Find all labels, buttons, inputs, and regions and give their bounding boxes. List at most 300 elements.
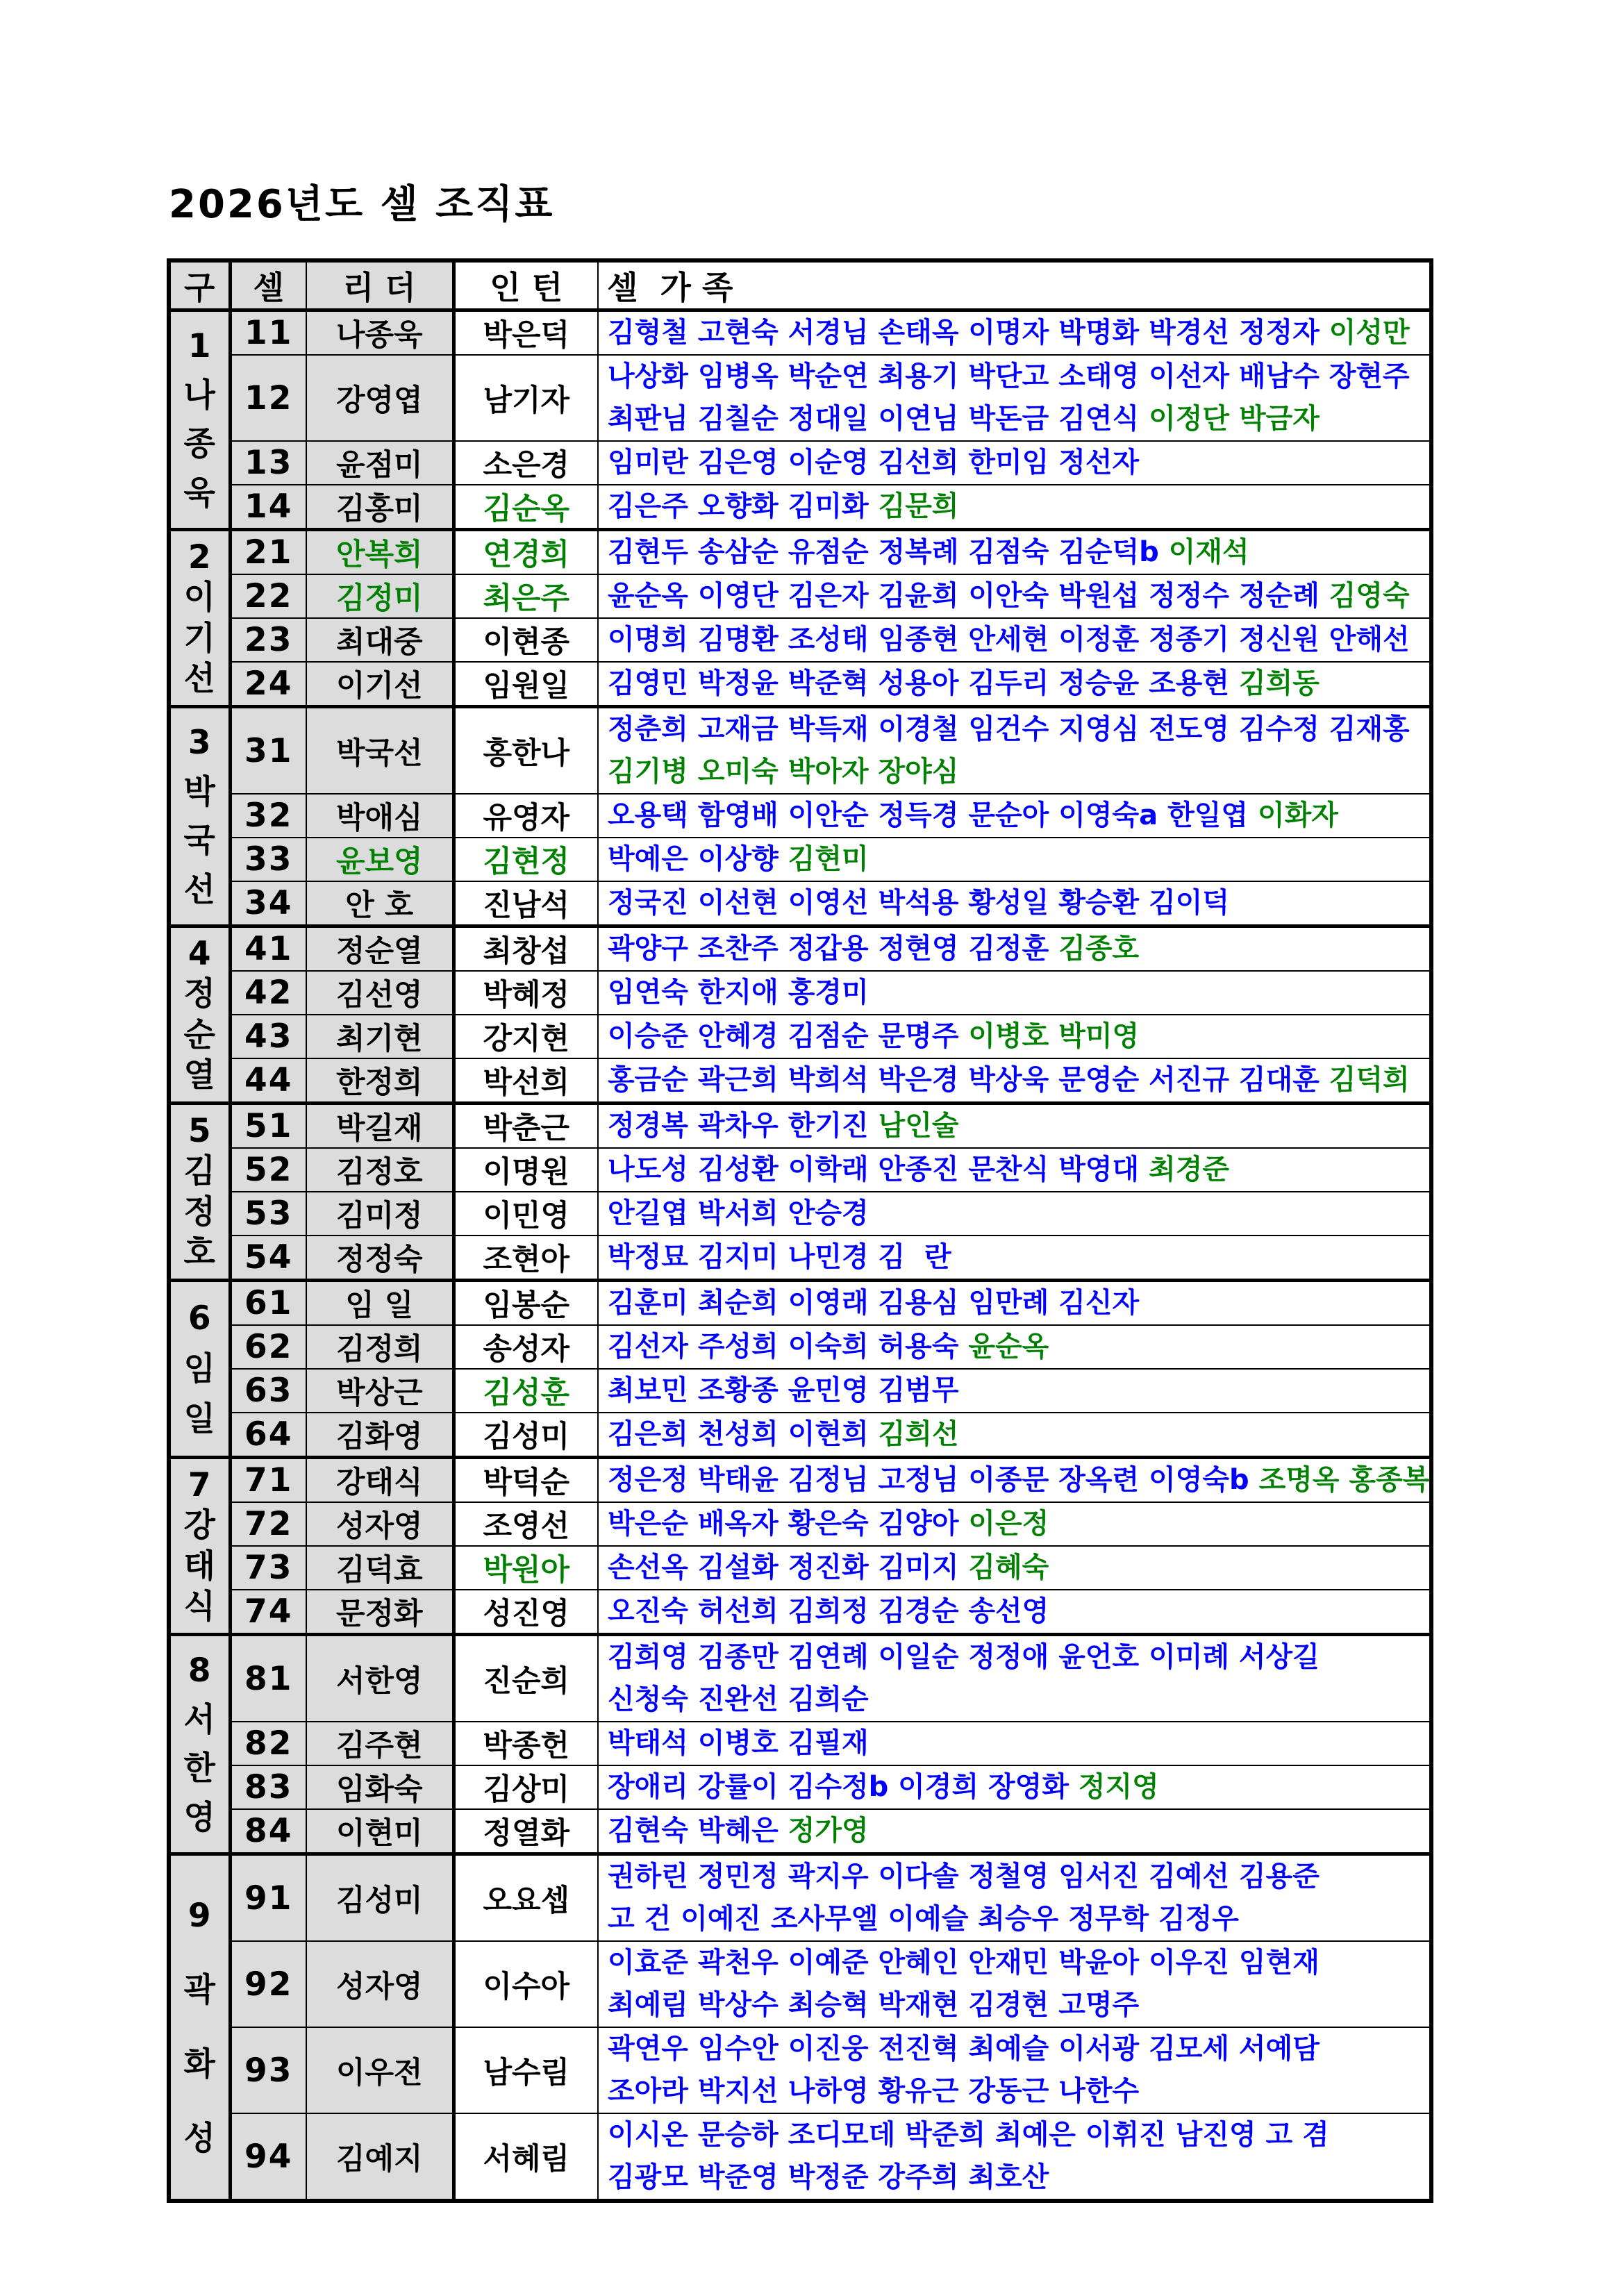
member-name: 김문희 xyxy=(878,490,959,522)
table-row xyxy=(169,1058,1431,1104)
table-row xyxy=(169,1104,1431,1149)
intern-name: 소은경 xyxy=(453,441,598,485)
cell-number: 73 xyxy=(230,1546,306,1590)
family-line xyxy=(608,312,1429,354)
member-name: 임미란 김은영 이순영 김선희 한미임 정선자 xyxy=(608,447,1140,479)
group-label xyxy=(169,1104,230,1281)
cell-number: 72 xyxy=(230,1502,306,1546)
family-cell xyxy=(598,1058,1431,1104)
table-row xyxy=(169,574,1431,618)
group-number: 6 xyxy=(188,1299,211,1338)
table-row xyxy=(169,1413,1431,1458)
table-row xyxy=(169,794,1431,838)
group-number: 2 xyxy=(188,538,211,577)
family-cell xyxy=(598,1104,1431,1149)
intern-name: 정열화 xyxy=(453,1809,598,1854)
group-name-char: 김 xyxy=(183,1152,215,1191)
intern-name: 김상미 xyxy=(453,1765,598,1809)
table-row xyxy=(169,971,1431,1015)
group-name-char: 강 xyxy=(183,1506,215,1545)
group-number: 7 xyxy=(188,1466,211,1505)
group-name-char: 성 xyxy=(183,2120,215,2158)
intern-name: 김성훈 xyxy=(453,1369,598,1413)
family-line xyxy=(608,751,1429,793)
family-line xyxy=(608,1856,1429,1898)
family-line xyxy=(608,1192,1429,1235)
cell-number: 54 xyxy=(230,1236,306,1281)
member-name: 김은희 천성희 이현희 xyxy=(608,1418,869,1450)
intern-name: 김순옥 xyxy=(453,485,598,530)
family-line xyxy=(608,708,1429,751)
leader-name: 김정희 xyxy=(306,1325,453,1369)
cell-number: 81 xyxy=(230,1635,306,1722)
member-name: 김희선 xyxy=(878,1418,959,1450)
leader-name: 강태식 xyxy=(306,1458,453,1503)
family-line xyxy=(608,1636,1429,1679)
member-name: 김덕희 xyxy=(1329,1064,1410,1096)
leader-name: 정정숙 xyxy=(306,1236,453,1281)
cell-number: 84 xyxy=(230,1809,306,1854)
cell-number: 22 xyxy=(230,574,306,618)
leader-name: 정순열 xyxy=(306,926,453,972)
leader-name: 최대중 xyxy=(306,618,453,662)
table-row xyxy=(169,1236,1431,1281)
family-line xyxy=(608,1810,1429,1852)
family-line xyxy=(608,531,1429,574)
family-line xyxy=(608,1984,1429,2027)
intern-name: 박덕순 xyxy=(453,1458,598,1503)
member-name: 윤순옥 이영단 김은자 김윤희 이안숙 박원섭 정정수 정순례 xyxy=(608,580,1320,612)
leader-name: 김성미 xyxy=(306,1854,453,1942)
leader-name: 임 일 xyxy=(306,1281,453,1326)
table-row xyxy=(169,1015,1431,1058)
intern-name: 최창섭 xyxy=(453,926,598,972)
cell-number: 14 xyxy=(230,485,306,530)
family-line xyxy=(608,1898,1429,1940)
family-line xyxy=(608,1105,1429,1147)
family-cell xyxy=(598,1325,1431,1369)
cell-number: 12 xyxy=(230,355,306,441)
header-intern: 인 턴 xyxy=(453,260,598,310)
family-cell xyxy=(598,1854,1431,1942)
cell-number: 44 xyxy=(230,1058,306,1104)
cell-number: 51 xyxy=(230,1104,306,1149)
table-row xyxy=(169,485,1431,530)
intern-name: 조현아 xyxy=(453,1236,598,1281)
family-line xyxy=(608,928,1429,970)
member-name: 박태석 이병호 김필재 xyxy=(608,1727,869,1759)
group-name-char: 정 xyxy=(183,975,215,1014)
family-cell xyxy=(598,1590,1431,1635)
group-name-char: 선 xyxy=(183,659,215,698)
member-name: 김영숙 xyxy=(1329,580,1410,612)
family-line xyxy=(608,1942,1429,1984)
table-row xyxy=(169,1192,1431,1236)
family-cell xyxy=(598,794,1431,838)
family-line xyxy=(608,1766,1429,1808)
member-name: 김종호 xyxy=(1058,933,1140,965)
group-number: 9 xyxy=(188,1897,211,1935)
leader-name: 김홍미 xyxy=(306,485,453,530)
member-name: 정은정 박태윤 김정님 고정님 이종문 장옥련 이영숙b xyxy=(608,1464,1249,1496)
intern-name: 김성미 xyxy=(453,1413,598,1458)
member-name: 권하린 정민정 곽지우 이다솔 정철영 임서진 김예선 김용준 xyxy=(608,1861,1320,1892)
family-line xyxy=(608,356,1429,398)
member-name: 최경준 xyxy=(1149,1154,1230,1186)
table-row xyxy=(169,707,1431,795)
member-name: 이성만 xyxy=(1329,317,1410,349)
family-cell xyxy=(598,2027,1431,2113)
member-name: 박은순 배옥자 황은숙 김양아 xyxy=(608,1508,959,1540)
member-name: 김형철 고현숙 서경님 손태옥 이명자 박명화 박경선 정정자 xyxy=(608,317,1320,349)
group-name-char: 호 xyxy=(183,1233,215,1272)
cell-number: 83 xyxy=(230,1765,306,1809)
intern-name: 박원아 xyxy=(453,1546,598,1590)
header-cell: 셀 xyxy=(230,260,306,310)
cell-number: 64 xyxy=(230,1413,306,1458)
group-name-char: 종 xyxy=(183,425,215,464)
table-row xyxy=(169,1325,1431,1369)
member-name: 곽연우 임수안 이진웅 전진혁 최예슬 이서광 김모세 서예담 xyxy=(608,2033,1320,2065)
group-name-char: 영 xyxy=(183,1798,215,1837)
table-row xyxy=(169,1941,1431,2027)
family-line xyxy=(608,575,1429,617)
family-line xyxy=(608,1326,1429,1368)
member-name: 최보민 조황종 윤민영 김범무 xyxy=(608,1374,959,1406)
member-name: 이정단 박금자 xyxy=(1149,403,1320,435)
intern-name: 연경희 xyxy=(453,530,598,575)
family-cell xyxy=(598,530,1431,575)
family-cell xyxy=(598,838,1431,881)
group-name-char: 정 xyxy=(183,1192,215,1231)
member-name: 박예은 이상향 xyxy=(608,843,779,875)
org-table xyxy=(167,258,1433,2203)
table-row xyxy=(169,310,1431,356)
family-cell xyxy=(598,574,1431,618)
member-name: 김선자 주성희 이숙희 허용숙 xyxy=(608,1331,959,1363)
intern-name: 오요셉 xyxy=(453,1854,598,1942)
family-line xyxy=(608,1149,1429,1191)
cell-number: 31 xyxy=(230,707,306,795)
intern-name: 진남석 xyxy=(453,881,598,926)
group-name-char: 박 xyxy=(183,772,215,811)
member-name: 김혜숙 xyxy=(968,1552,1049,1583)
intern-name: 이명원 xyxy=(453,1148,598,1192)
group-number: 4 xyxy=(188,935,211,974)
member-name: 김기병 오미숙 박아자 장야심 xyxy=(608,756,959,788)
family-cell xyxy=(598,1148,1431,1192)
group-number: 5 xyxy=(188,1112,211,1151)
group-number: 1 xyxy=(188,327,211,366)
member-name: 김희동 xyxy=(1238,667,1320,699)
leader-name: 성자영 xyxy=(306,1941,453,2027)
family-cell xyxy=(598,1458,1431,1503)
intern-name: 조영선 xyxy=(453,1502,598,1546)
cell-number: 52 xyxy=(230,1148,306,1192)
member-name: 정가영 xyxy=(788,1815,869,1847)
group-name-char: 화 xyxy=(183,2045,215,2083)
member-name: 이재석 xyxy=(1168,536,1249,568)
group-name-char: 이 xyxy=(183,579,215,617)
cell-number: 91 xyxy=(230,1854,306,1942)
table-row xyxy=(169,838,1431,881)
intern-name: 박혜정 xyxy=(453,971,598,1015)
member-name: 안길엽 박서희 안승경 xyxy=(608,1197,869,1229)
table-row xyxy=(169,1369,1431,1413)
group-name-char: 임 xyxy=(183,1349,215,1388)
family-cell xyxy=(598,310,1431,356)
cell-number: 13 xyxy=(230,441,306,485)
table-row xyxy=(169,441,1431,485)
family-cell xyxy=(598,441,1431,485)
member-name: 이명희 김명환 조성태 임종현 안세현 이정훈 정종기 정신원 안해선 xyxy=(608,624,1410,656)
intern-name: 임봉순 xyxy=(453,1281,598,1326)
cell-number: 24 xyxy=(230,662,306,707)
page-title: 2026년도 셀 조직표 xyxy=(169,182,555,227)
table-row xyxy=(169,1590,1431,1635)
family-line xyxy=(608,1015,1429,1058)
member-name: 윤순옥 xyxy=(968,1331,1049,1363)
leader-name: 이기선 xyxy=(306,662,453,707)
group-name-char: 욱 xyxy=(183,474,215,513)
family-line xyxy=(608,2114,1429,2156)
family-line xyxy=(608,1722,1429,1765)
member-name: 김현숙 박혜은 xyxy=(608,1815,779,1847)
intern-name: 박춘근 xyxy=(453,1104,598,1149)
member-name: 김희영 김종만 김연례 이일순 정정애 윤언호 이미례 서상길 xyxy=(608,1641,1320,1673)
cell-number: 43 xyxy=(230,1015,306,1058)
intern-name: 유영자 xyxy=(453,794,598,838)
family-line xyxy=(608,1590,1429,1633)
family-cell xyxy=(598,485,1431,530)
intern-name: 송성자 xyxy=(453,1325,598,1369)
leader-name: 박상근 xyxy=(306,1369,453,1413)
family-line xyxy=(608,1282,1429,1324)
family-line xyxy=(608,1413,1429,1456)
table-row xyxy=(169,618,1431,662)
member-name: 이승준 안혜경 김점순 문명주 xyxy=(608,1020,959,1052)
intern-name: 임원일 xyxy=(453,662,598,707)
member-name: 나상화 임병옥 박순연 최용기 박단고 소태영 이선자 배남수 장현주 xyxy=(608,360,1410,392)
table-row xyxy=(169,1765,1431,1809)
member-name: 최예림 박상수 최승혁 박재현 김경현 고명주 xyxy=(608,1989,1140,2021)
leader-name: 김미정 xyxy=(306,1192,453,1236)
table-row xyxy=(169,2027,1431,2113)
group-name-char: 선 xyxy=(183,870,215,909)
member-name: 손선옥 김설화 정진화 김미지 xyxy=(608,1552,959,1583)
leader-name: 최기현 xyxy=(306,1015,453,1058)
group-label xyxy=(169,1635,230,1854)
intern-name: 성진영 xyxy=(453,1590,598,1635)
group-name-char: 한 xyxy=(183,1749,215,1788)
member-name: 김현미 xyxy=(788,843,869,875)
member-name: 임연숙 한지애 홍경미 xyxy=(608,976,869,1008)
family-line xyxy=(608,663,1429,705)
intern-name: 이현종 xyxy=(453,618,598,662)
cell-number: 32 xyxy=(230,794,306,838)
leader-name: 윤보영 xyxy=(306,838,453,881)
cell-number: 71 xyxy=(230,1458,306,1503)
leader-name: 이우전 xyxy=(306,2027,453,2113)
family-cell xyxy=(598,881,1431,926)
family-cell xyxy=(598,2113,1431,2201)
table-row xyxy=(169,1281,1431,1326)
leader-name: 박길재 xyxy=(306,1104,453,1149)
cell-number: 63 xyxy=(230,1369,306,1413)
group-name-char: 나 xyxy=(183,376,215,415)
family-cell xyxy=(598,971,1431,1015)
member-name: 김훈미 최순희 이영래 김용심 임만례 김신자 xyxy=(608,1287,1140,1319)
leader-name: 임화숙 xyxy=(306,1765,453,1809)
intern-name: 박은덕 xyxy=(453,310,598,356)
leader-name: 김예지 xyxy=(306,2113,453,2201)
family-cell xyxy=(598,1809,1431,1854)
member-name: 홍금순 곽근희 박희석 박은경 박상욱 문영순 서진규 김대훈 xyxy=(608,1064,1320,1096)
table-row xyxy=(169,1722,1431,1765)
group-name-char: 열 xyxy=(183,1056,215,1095)
family-line xyxy=(608,619,1429,661)
leader-name: 박국선 xyxy=(306,707,453,795)
cell-number: 33 xyxy=(230,838,306,881)
cell-number: 93 xyxy=(230,2027,306,2113)
intern-name: 박종헌 xyxy=(453,1722,598,1765)
family-line xyxy=(608,1679,1429,1721)
leader-name: 김정호 xyxy=(306,1148,453,1192)
member-name: 장애리 강률이 김수정b 이경희 장영화 xyxy=(608,1771,1069,1803)
member-name: 정국진 이선현 이영선 박석용 황성일 황승환 김이덕 xyxy=(608,887,1229,919)
leader-name: 성자영 xyxy=(306,1502,453,1546)
member-name: 남인술 xyxy=(878,1110,959,1142)
member-name: 고 건 이예진 조사무엘 이예슬 최승우 정무학 김정우 xyxy=(608,1903,1239,1935)
table-row xyxy=(169,881,1431,926)
leader-name: 김주현 xyxy=(306,1722,453,1765)
table-body xyxy=(169,310,1431,2202)
family-cell xyxy=(598,1635,1431,1722)
family-line xyxy=(608,1459,1429,1501)
cell-number: 82 xyxy=(230,1722,306,1765)
family-cell xyxy=(598,1413,1431,1458)
intern-name: 이수아 xyxy=(453,1941,598,2027)
member-name: 이병호 박미영 xyxy=(968,1020,1140,1052)
leader-name: 윤점미 xyxy=(306,441,453,485)
intern-name: 최은주 xyxy=(453,574,598,618)
group-name-char: 국 xyxy=(183,822,215,860)
family-cell xyxy=(598,707,1431,795)
leader-name: 서한영 xyxy=(306,1635,453,1722)
cell-number: 53 xyxy=(230,1192,306,1236)
family-line xyxy=(608,972,1429,1014)
family-line xyxy=(608,2028,1429,2070)
member-name: 정춘희 고재금 박득재 이경철 임건수 지영심 전도영 김수정 김재홍 xyxy=(608,713,1410,745)
cell-number: 94 xyxy=(230,2113,306,2201)
family-cell xyxy=(598,1192,1431,1236)
cell-number: 61 xyxy=(230,1281,306,1326)
intern-name: 남기자 xyxy=(453,355,598,441)
member-name: 박정묘 김지미 나민경 김 란 xyxy=(608,1241,951,1273)
table-row xyxy=(169,926,1431,972)
leader-name: 한정희 xyxy=(306,1058,453,1104)
leader-name: 이현미 xyxy=(306,1809,453,1854)
intern-name: 이민영 xyxy=(453,1192,598,1236)
family-line xyxy=(608,398,1429,440)
cell-number: 62 xyxy=(230,1325,306,1369)
member-name: 이화자 xyxy=(1257,799,1338,831)
table-row xyxy=(169,2113,1431,2201)
family-cell xyxy=(598,1502,1431,1546)
group-label xyxy=(169,530,230,707)
leader-name: 나종욱 xyxy=(306,310,453,356)
family-cell xyxy=(598,1722,1431,1765)
group-number: 3 xyxy=(188,724,211,763)
cell-number: 41 xyxy=(230,926,306,972)
group-label xyxy=(169,707,230,926)
cell-number: 92 xyxy=(230,1941,306,2027)
member-name: 김영민 박정윤 박준혁 성용아 김두리 정승윤 조용현 xyxy=(608,667,1229,699)
intern-name: 박선희 xyxy=(453,1058,598,1104)
leader-name: 김선영 xyxy=(306,971,453,1015)
group-label xyxy=(169,1281,230,1458)
family-line xyxy=(608,442,1429,484)
family-cell xyxy=(598,355,1431,441)
family-line xyxy=(608,838,1429,881)
member-name: 조명옥 홍종복 xyxy=(1258,1464,1430,1496)
cell-number: 42 xyxy=(230,971,306,1015)
leader-name: 박애심 xyxy=(306,794,453,838)
member-name: 김은주 오향화 김미화 xyxy=(608,490,869,522)
group-number: 8 xyxy=(188,1652,211,1690)
table-row xyxy=(169,662,1431,707)
member-name: 오용택 함영배 이안순 정득경 문순아 이영숙a 한일엽 xyxy=(608,799,1248,831)
member-name: 김광모 박준영 박정준 강주희 최호산 xyxy=(608,2161,1049,2193)
cell-number: 23 xyxy=(230,618,306,662)
group-name-char: 기 xyxy=(183,619,215,658)
family-line xyxy=(608,485,1429,528)
leader-name: 안복희 xyxy=(306,530,453,575)
intern-name: 서혜림 xyxy=(453,2113,598,2201)
family-line xyxy=(608,1370,1429,1412)
family-cell xyxy=(598,926,1431,972)
family-line xyxy=(608,1236,1429,1279)
family-line xyxy=(608,2156,1429,2199)
family-cell xyxy=(598,1941,1431,2027)
table-row xyxy=(169,355,1431,441)
cell-number: 11 xyxy=(230,310,306,356)
family-cell xyxy=(598,1546,1431,1590)
family-cell xyxy=(598,1369,1431,1413)
group-name-char: 식 xyxy=(183,1587,215,1626)
member-name: 최판님 김칠순 정대일 이연님 박돈금 김연식 xyxy=(608,403,1140,435)
group-label xyxy=(169,926,230,1104)
cell-number: 21 xyxy=(230,530,306,575)
table-row xyxy=(169,530,1431,575)
member-name: 나도성 김성환 이학래 안종진 문찬식 박영대 xyxy=(608,1154,1140,1186)
family-cell xyxy=(598,1281,1431,1326)
member-name: 이은정 xyxy=(968,1508,1049,1540)
member-name: 정지영 xyxy=(1078,1771,1159,1803)
table-row xyxy=(169,1635,1431,1722)
table-row xyxy=(169,1502,1431,1546)
family-cell xyxy=(598,1765,1431,1809)
family-cell xyxy=(598,1236,1431,1281)
member-name: 조아라 박지선 나하영 황유근 강동근 나한수 xyxy=(608,2075,1140,2107)
family-cell xyxy=(598,618,1431,662)
member-name: 이효준 곽천우 이예준 안혜인 안재민 박윤아 이우진 임현재 xyxy=(608,1947,1320,1979)
table-row xyxy=(169,1854,1431,1942)
member-name: 곽양구 조찬주 정갑용 정현영 김정훈 xyxy=(608,933,1049,965)
intern-name: 홍한나 xyxy=(453,707,598,795)
member-name: 오진숙 허선희 김희정 김경순 송선영 xyxy=(608,1595,1049,1627)
header-family: 셀 가 족 xyxy=(598,260,1431,310)
